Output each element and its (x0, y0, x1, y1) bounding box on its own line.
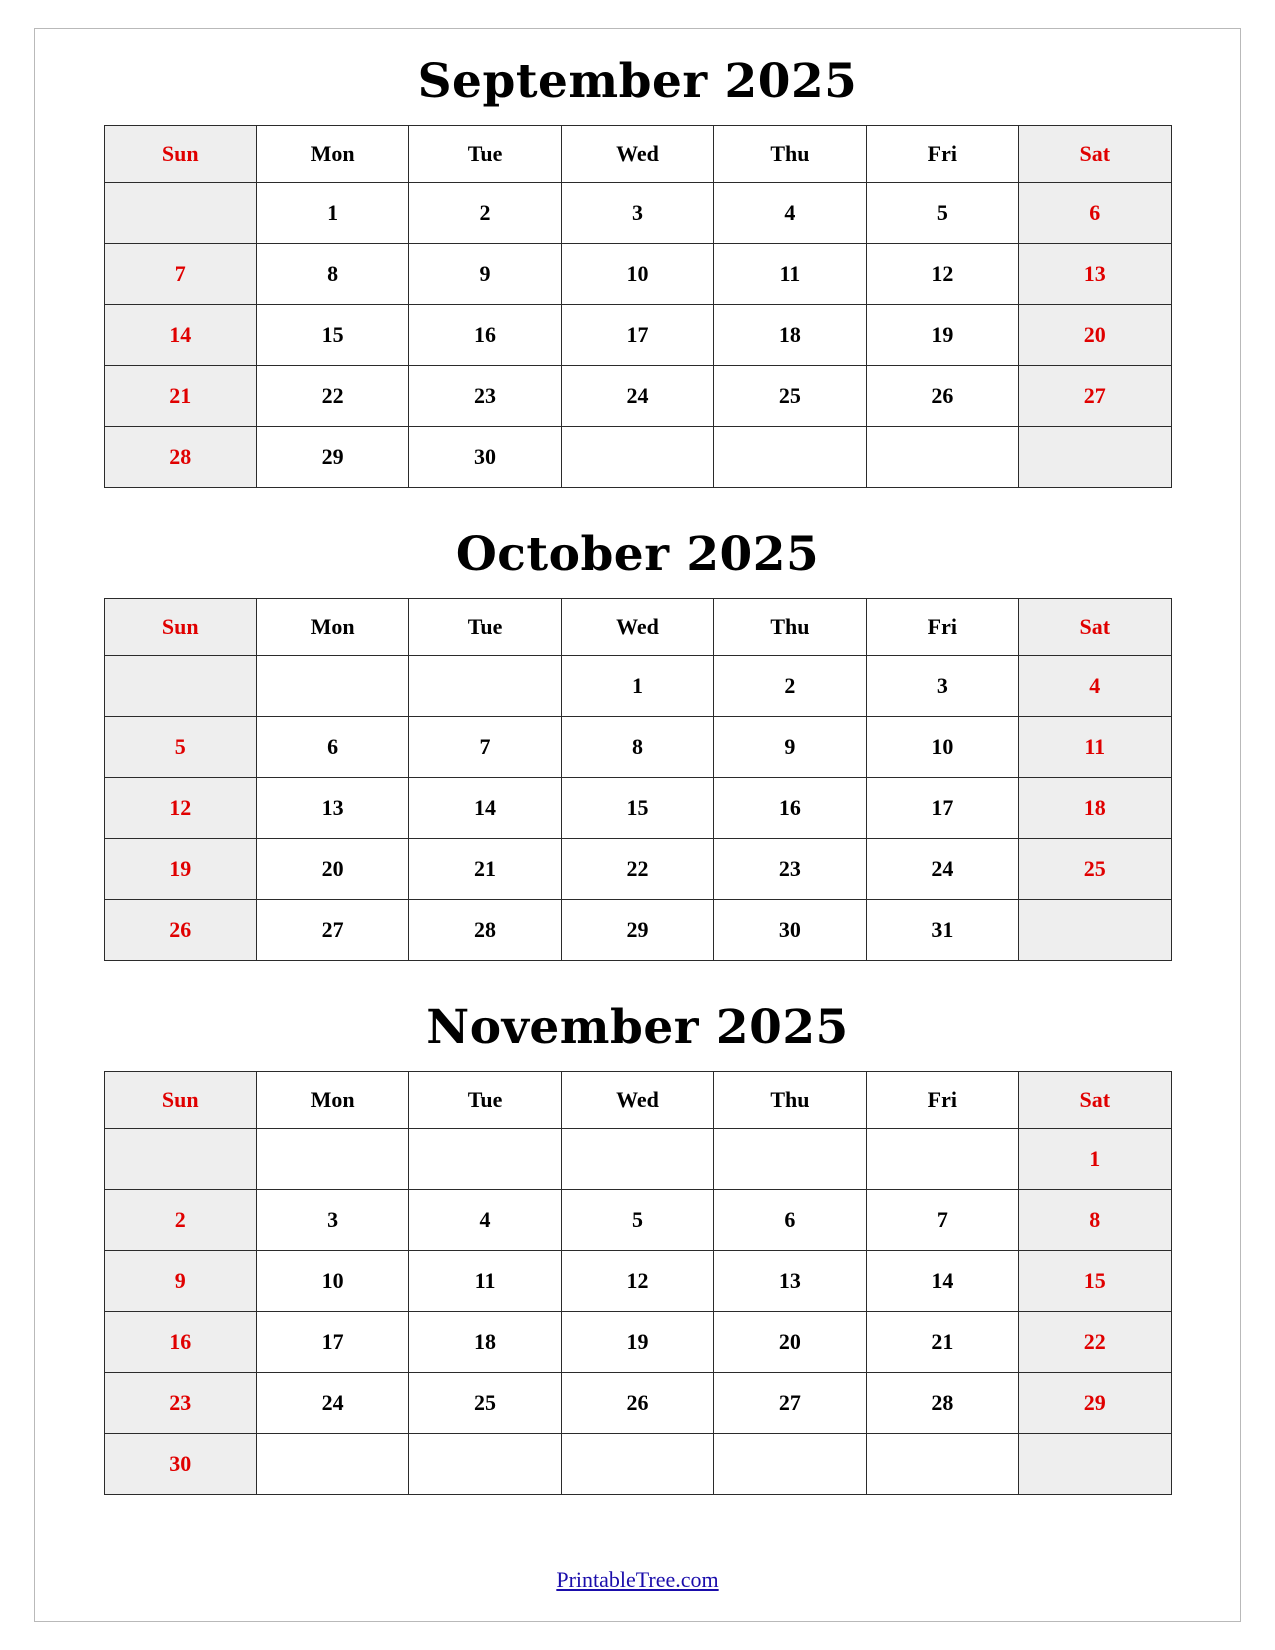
day-cell[interactable]: 16 (714, 778, 866, 839)
weekday-header-mon: Mon (256, 1072, 408, 1129)
day-cell[interactable]: 13 (714, 1251, 866, 1312)
day-cell[interactable]: 19 (866, 305, 1018, 366)
week-row (104, 900, 1171, 961)
day-cell[interactable] (256, 656, 408, 717)
day-cell[interactable]: 29 (1019, 1373, 1171, 1434)
day-cell[interactable] (409, 1434, 561, 1495)
day-cell[interactable] (256, 1434, 408, 1495)
day-cell[interactable]: 17 (561, 305, 713, 366)
day-cell[interactable]: 25 (1019, 839, 1171, 900)
day-cell[interactable]: 9 (409, 244, 561, 305)
day-cell[interactable]: 3 (866, 656, 1018, 717)
day-cell[interactable]: 19 (104, 839, 256, 900)
day-cell[interactable]: 5 (104, 717, 256, 778)
day-cell[interactable] (714, 427, 866, 488)
day-cell[interactable]: 1 (256, 183, 408, 244)
day-cell[interactable]: 18 (1019, 778, 1171, 839)
day-cell[interactable]: 29 (256, 427, 408, 488)
week-row (104, 1190, 1171, 1251)
day-cell[interactable]: 19 (561, 1312, 713, 1373)
day-cell[interactable]: 22 (1019, 1312, 1171, 1373)
day-cell[interactable]: 2 (104, 1190, 256, 1251)
day-cell[interactable]: 30 (714, 900, 866, 961)
day-cell[interactable] (1019, 1434, 1171, 1495)
day-cell[interactable]: 24 (561, 366, 713, 427)
week-row (104, 366, 1171, 427)
weekday-header-thu: Thu (714, 126, 866, 183)
day-cell[interactable] (1019, 900, 1171, 961)
day-cell[interactable]: 7 (104, 244, 256, 305)
weekday-header-sun: Sun (104, 1072, 256, 1129)
week-row (104, 1251, 1171, 1312)
week-row (104, 1312, 1171, 1373)
day-cell[interactable]: 11 (409, 1251, 561, 1312)
weekday-header-thu: Thu (714, 599, 866, 656)
calendar-table-november (104, 1071, 1172, 1495)
week-row (104, 656, 1171, 717)
day-cell[interactable] (409, 656, 561, 717)
month-spacer (75, 498, 1200, 524)
day-cell[interactable]: 1 (561, 656, 713, 717)
day-cell[interactable]: 23 (409, 366, 561, 427)
day-cell[interactable]: 11 (714, 244, 866, 305)
month-block-october (75, 524, 1200, 961)
weekday-header-tue: Tue (409, 126, 561, 183)
day-cell[interactable]: 23 (104, 1373, 256, 1434)
day-cell[interactable]: 5 (561, 1190, 713, 1251)
day-cell[interactable] (256, 1129, 408, 1190)
day-cell[interactable] (104, 1129, 256, 1190)
day-cell[interactable]: 10 (256, 1251, 408, 1312)
day-cell[interactable] (104, 183, 256, 244)
day-cell[interactable]: 21 (866, 1312, 1018, 1373)
day-cell[interactable]: 13 (1019, 244, 1171, 305)
day-cell[interactable]: 7 (866, 1190, 1018, 1251)
weekday-header-fri: Fri (866, 1072, 1018, 1129)
day-cell[interactable]: 10 (866, 717, 1018, 778)
weekday-header-sun: Sun (104, 126, 256, 183)
day-cell[interactable] (104, 656, 256, 717)
day-cell[interactable]: 26 (561, 1373, 713, 1434)
day-cell[interactable]: 2 (714, 656, 866, 717)
day-cell[interactable]: 29 (561, 900, 713, 961)
day-cell[interactable]: 4 (1019, 656, 1171, 717)
week-row (104, 778, 1171, 839)
day-cell[interactable] (561, 1434, 713, 1495)
footer (75, 1553, 1200, 1611)
day-cell[interactable]: 20 (256, 839, 408, 900)
day-cell[interactable]: 9 (714, 717, 866, 778)
week-row (104, 717, 1171, 778)
day-cell[interactable]: 3 (256, 1190, 408, 1251)
month-title-september: September 2025 (417, 54, 858, 109)
day-cell[interactable] (1019, 427, 1171, 488)
weekday-header-fri: Fri (866, 599, 1018, 656)
day-cell[interactable]: 13 (256, 778, 408, 839)
day-cell[interactable]: 4 (409, 1190, 561, 1251)
weekday-header-wed: Wed (561, 126, 713, 183)
day-cell[interactable] (866, 1129, 1018, 1190)
day-cell[interactable]: 10 (561, 244, 713, 305)
day-cell[interactable]: 12 (561, 1251, 713, 1312)
weekday-header-fri: Fri (866, 126, 1018, 183)
day-cell[interactable]: 26 (866, 366, 1018, 427)
weekday-header-tue: Tue (409, 1072, 561, 1129)
day-cell[interactable]: 17 (256, 1312, 408, 1373)
weekday-header-row (104, 126, 1171, 183)
weekday-header-tue: Tue (409, 599, 561, 656)
day-cell[interactable]: 9 (104, 1251, 256, 1312)
footer-website-link[interactable]: PrintableTree.com (556, 1567, 719, 1592)
day-cell[interactable] (561, 1129, 713, 1190)
day-cell[interactable]: 24 (256, 1373, 408, 1434)
day-cell[interactable]: 28 (104, 427, 256, 488)
day-cell[interactable]: 25 (409, 1373, 561, 1434)
day-cell[interactable]: 21 (104, 366, 256, 427)
day-cell[interactable]: 6 (714, 1190, 866, 1251)
day-cell[interactable] (409, 1129, 561, 1190)
day-cell[interactable]: 27 (1019, 366, 1171, 427)
day-cell[interactable]: 21 (409, 839, 561, 900)
weekday-header-wed: Wed (561, 599, 713, 656)
day-cell[interactable]: 6 (256, 717, 408, 778)
day-cell[interactable]: 14 (866, 1251, 1018, 1312)
day-cell[interactable]: 18 (714, 305, 866, 366)
day-cell[interactable]: 20 (714, 1312, 866, 1373)
weekday-header-thu: Thu (714, 1072, 866, 1129)
day-cell[interactable]: 27 (256, 900, 408, 961)
weekday-header-sat: Sat (1019, 599, 1171, 656)
calendar-table-october (104, 598, 1172, 961)
day-cell[interactable]: 5 (866, 183, 1018, 244)
day-cell[interactable]: 28 (866, 1373, 1018, 1434)
month-block-september (75, 51, 1200, 488)
day-cell[interactable]: 22 (256, 366, 408, 427)
day-cell[interactable]: 31 (866, 900, 1018, 961)
day-cell[interactable] (714, 1434, 866, 1495)
day-cell[interactable] (866, 427, 1018, 488)
day-cell[interactable]: 28 (409, 900, 561, 961)
day-cell[interactable]: 27 (714, 1373, 866, 1434)
week-row (104, 183, 1171, 244)
day-cell[interactable]: 25 (714, 366, 866, 427)
week-row (104, 1434, 1171, 1495)
day-cell[interactable]: 2 (409, 183, 561, 244)
weekday-header-row (104, 1072, 1171, 1129)
day-cell[interactable]: 12 (104, 778, 256, 839)
day-cell[interactable] (561, 427, 713, 488)
day-cell[interactable]: 22 (561, 839, 713, 900)
month-spacer (75, 971, 1200, 997)
day-cell[interactable]: 16 (409, 305, 561, 366)
day-cell[interactable]: 18 (409, 1312, 561, 1373)
week-row (104, 427, 1171, 488)
day-cell[interactable]: 12 (866, 244, 1018, 305)
day-cell[interactable]: 8 (1019, 1190, 1171, 1251)
day-cell[interactable] (714, 1129, 866, 1190)
weekday-header-sun: Sun (104, 599, 256, 656)
month-title-november: November 2025 (426, 1000, 849, 1056)
week-row (104, 1129, 1171, 1190)
week-row (104, 305, 1171, 366)
week-row (104, 1373, 1171, 1434)
day-cell[interactable]: 3 (561, 183, 713, 244)
day-cell[interactable]: 23 (714, 839, 866, 900)
day-cell[interactable]: 15 (256, 305, 408, 366)
month-block-november (75, 997, 1200, 1495)
day-cell[interactable]: 14 (409, 778, 561, 839)
day-cell[interactable]: 24 (866, 839, 1018, 900)
day-cell[interactable]: 15 (561, 778, 713, 839)
weekday-header-sat: Sat (1019, 1072, 1171, 1129)
day-cell[interactable]: 8 (561, 717, 713, 778)
day-cell[interactable]: 14 (104, 305, 256, 366)
day-cell[interactable]: 20 (1019, 305, 1171, 366)
weekday-header-sat: Sat (1019, 126, 1171, 183)
day-cell[interactable]: 15 (1019, 1251, 1171, 1312)
day-cell[interactable]: 6 (1019, 183, 1171, 244)
day-cell[interactable]: 16 (104, 1312, 256, 1373)
weekday-header-mon: Mon (256, 599, 408, 656)
day-cell[interactable]: 7 (409, 717, 561, 778)
week-row (104, 244, 1171, 305)
weekday-header-wed: Wed (561, 1072, 713, 1129)
month-title-october: October 2025 (455, 527, 820, 583)
day-cell[interactable]: 4 (714, 183, 866, 244)
weekday-header-row (104, 599, 1171, 656)
day-cell[interactable]: 30 (104, 1434, 256, 1495)
day-cell[interactable]: 8 (256, 244, 408, 305)
day-cell[interactable]: 26 (104, 900, 256, 961)
day-cell[interactable]: 30 (409, 427, 561, 488)
week-row (104, 839, 1171, 900)
calendar-table-september (104, 125, 1172, 488)
day-cell[interactable]: 11 (1019, 717, 1171, 778)
day-cell[interactable] (866, 1434, 1018, 1495)
page-frame (34, 28, 1241, 1622)
weekday-header-mon: Mon (256, 126, 408, 183)
day-cell[interactable]: 17 (866, 778, 1018, 839)
day-cell[interactable]: 1 (1019, 1129, 1171, 1190)
